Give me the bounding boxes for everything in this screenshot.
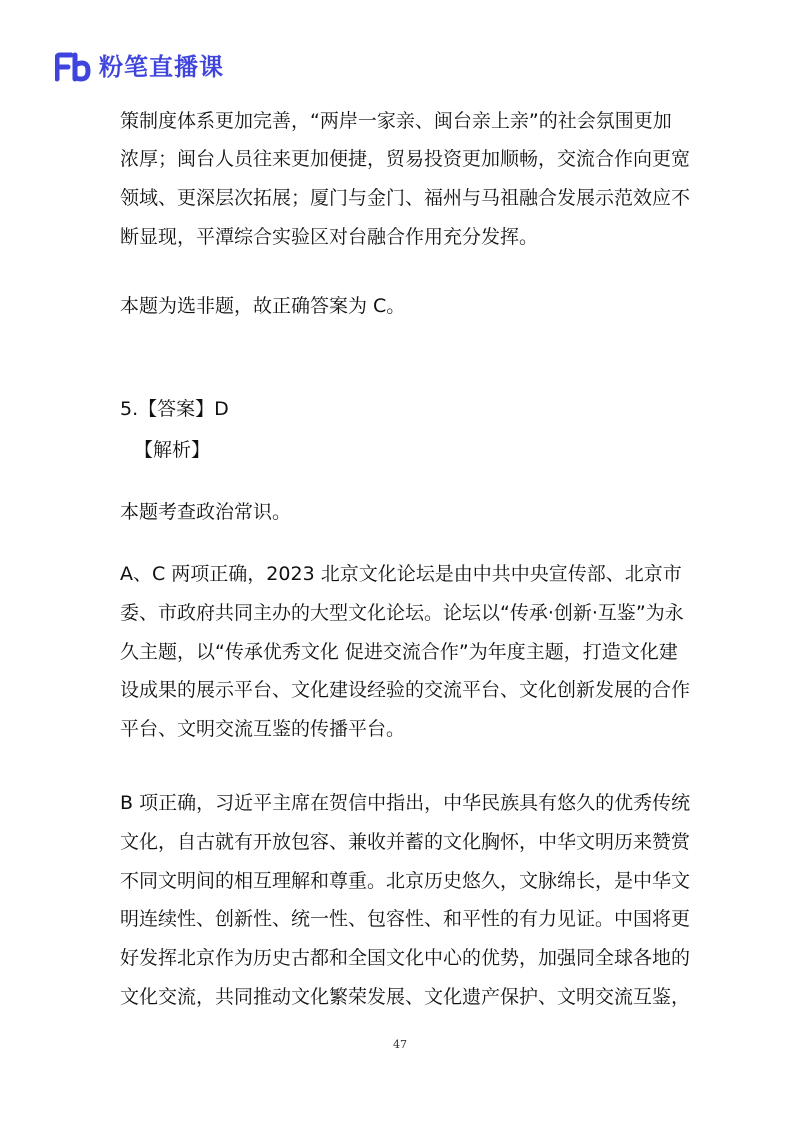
text-line: 文化交流，共同推动文化繁荣发展、文化遗产保护、文明交流互鉴， (120, 986, 691, 1008)
text-line: B 项正确，习近平主席在贺信中指出，中华民族具有悠久的优秀传统 (120, 792, 691, 814)
fenbi-logo-icon (55, 52, 91, 82)
text-line: 断显现，平潭综合实验区对台融合作用充分发挥。 (120, 226, 539, 248)
logo-text: 粉笔直播课 (99, 53, 224, 81)
text-line: 本题为选非题，故正确答案为 C。 (120, 295, 406, 317)
text-line: 好发挥北京作为历史古都和全国文化中心的优势，加强同全球各地的 (120, 947, 691, 969)
answer-heading: 5.【答案】D (120, 398, 229, 420)
page-number: 47 (393, 1038, 407, 1051)
text-line: 策制度体系更加完善，“两岸一家亲、闽台亲上亲”的社会氛围更加 (120, 110, 672, 132)
text-line: 委、市政府共同主办的大型文化论坛。论坛以“传承·创新·互鉴”为永 (120, 602, 684, 624)
text-line: 明连续性、创新性、统一性、包容性、和平性的有力见证。中国将更 (120, 908, 691, 930)
brand-logo (55, 50, 224, 84)
text-line: 平台、文明交流互鉴的传播平台。 (120, 718, 406, 740)
text-line: A、C 两项正确，2023 北京文化论坛是由中共中央宣传部、北京市 (120, 563, 682, 585)
text-line: 本题考查政治常识。 (120, 501, 292, 523)
analysis-heading: 【解析】 (134, 439, 211, 461)
text-line: 浓厚；闽台人员往来更加便捷，贸易投资更加顺畅，交流合作向更宽 (120, 148, 691, 170)
text-line: 设成果的展示平台、文化建设经验的交流平台、文化创新发展的合作 (120, 679, 691, 701)
text-line: 文化，自古就有开放包容、兼收并蓄的文化胸怀，中华文明历来赞赏 (120, 831, 691, 853)
text-line: 久主题，以“传承优秀文化 促进交流合作”为年度主题，打造文化建 (120, 641, 678, 663)
text-line: 不同文明间的相互理解和尊重。北京历史悠久，文脉绵长，是中华文 (120, 870, 691, 892)
text-line: 领域、更深层次拓展；厦门与金门、福州与马祖融合发展示范效应不 (120, 187, 691, 209)
